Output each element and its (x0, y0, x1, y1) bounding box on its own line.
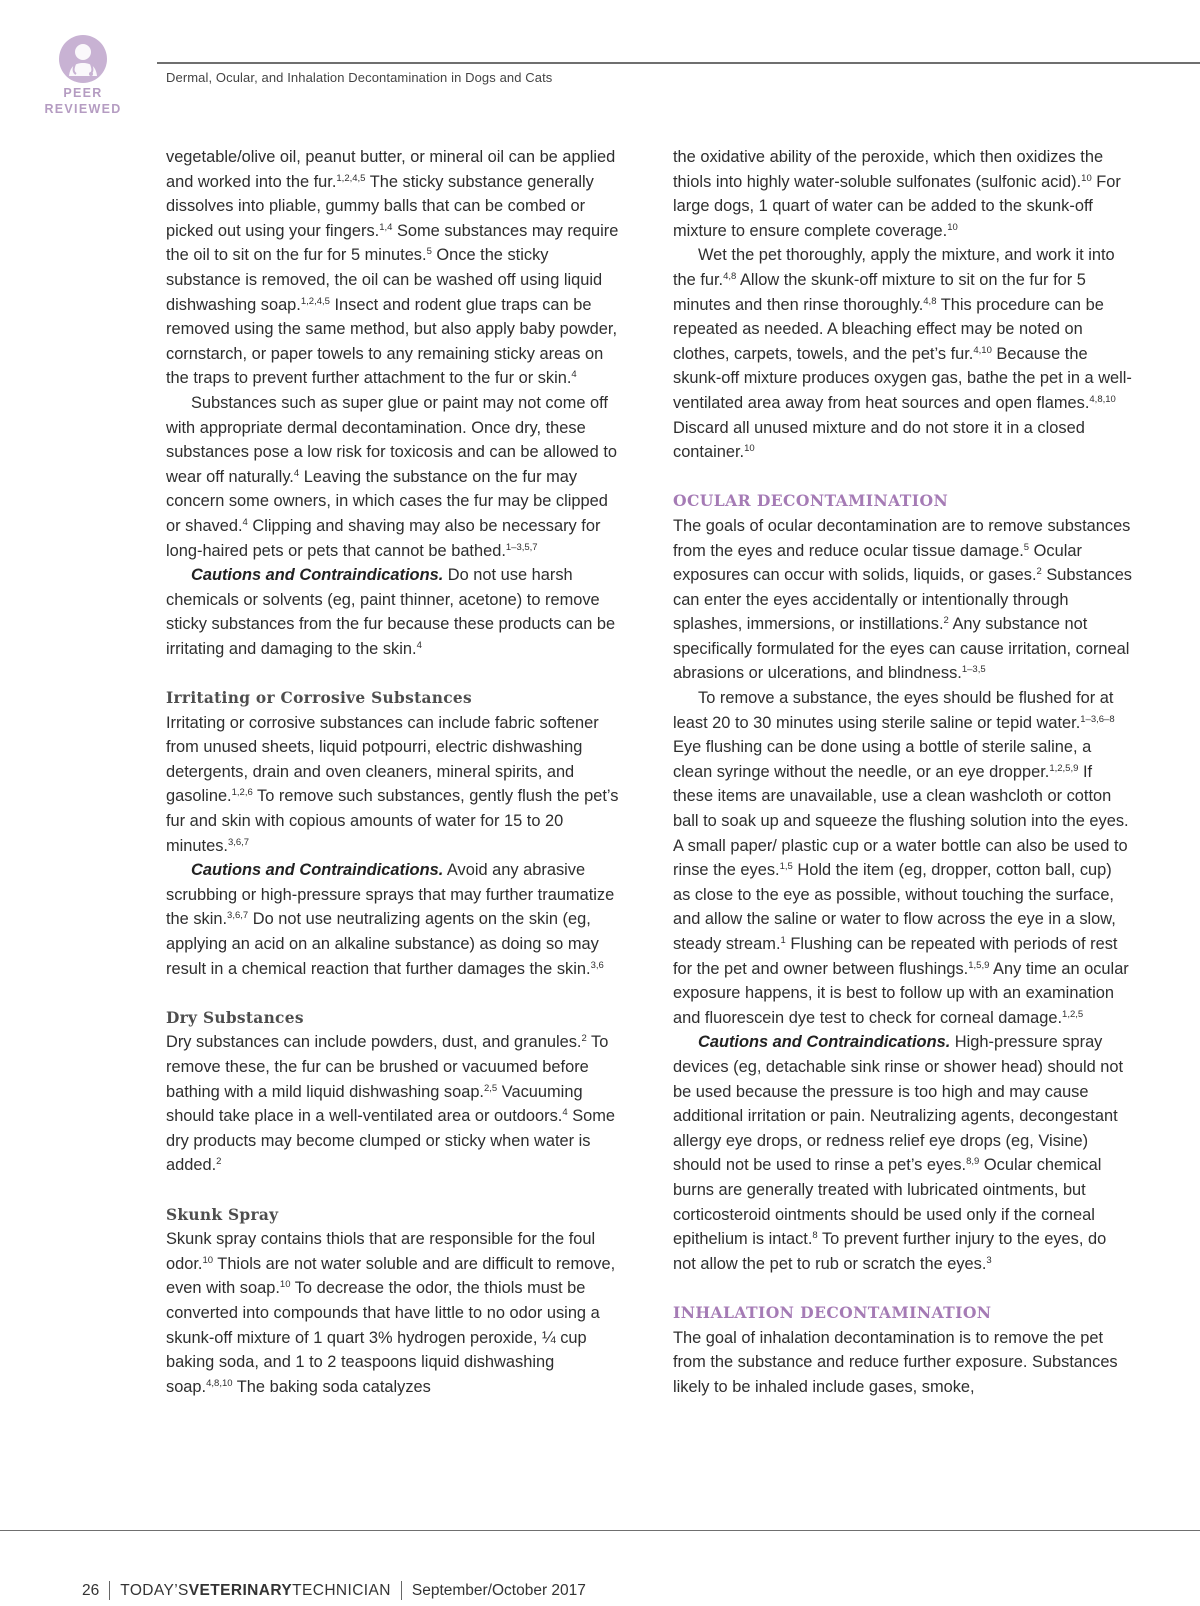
text-run: The sticky substance generally dissolves into pliable, gummy balls that can be combed or picked out using your fingers. (166, 172, 594, 240)
run-in-heading: Cautions and Contraindications. (191, 861, 444, 880)
text-run: For large dogs, 1 quart of water can be added to the skunk-off mixture to ensure complete coverage. (673, 172, 1121, 240)
text-run: Wet the pet thoroughly, apply the mixture, and work it into the fur. (673, 246, 1115, 289)
subsection-heading: Irritating or Corrosive Substances (166, 689, 472, 708)
text-run: This procedure can be repeated as needed. A bleaching effect may be noted on clothes, carpets, towels, and the pet’s fur. (673, 295, 1104, 363)
citation-superscript: 5 (426, 246, 432, 258)
text-run: Once the sticky substance is removed, the oil can be washed off using liquid dishwashing soap. (166, 246, 603, 314)
text-run: Do not use harsh chemicals or solvents (eg, paint thinner, acetone) to remove sticky substances from the fur because these products can be irritating and damaging to the skin. (166, 566, 616, 658)
text-run: Because the skunk-off mixture produces oxygen gas, bathe the pet in a well-ventilated area away from heat sources and open flames. (673, 344, 1132, 412)
citation-superscript: 5 (1023, 541, 1030, 553)
text-run: If these items are unavailable, use a clean washcloth or cotton ball to soak up and squeeze the flushing solution into the eyes. A small paper/ plastic cup or a water bottle can also be used to rinse the eyes. (673, 762, 1129, 880)
peer-reviewed-icon (58, 34, 108, 84)
text-run: Clipping and shaving may also be necessary for long-haired pets or pets that cannot be bathed. (166, 516, 601, 560)
text-run: the oxidative ability of the peroxide, which then oxidizes the thiols into highly water-soluble sulfonates (sulfonic acid). (673, 148, 1104, 191)
body-paragraph (166, 1227, 621, 1399)
text-run: To prevent further injury to the eyes, do not allow the pet to rub or scratch the eyes. (673, 1230, 1107, 1273)
footer-separator (401, 1581, 402, 1600)
text-run: Discard all unused mixture and do not store it in a closed container. (673, 418, 1085, 462)
citation-superscript: 2 (943, 615, 949, 627)
citation-superscript: 3 (986, 1254, 992, 1266)
text-run: Irritating or corrosive substances can include fabric softener from unused sheets, liquid potpourri, electric dishwashing detergents, drain and oven cleaners, mineral spirits, and gasoline. (166, 713, 599, 806)
text-run: The goal of inhalation decontamination is to remove the pet from the substance and reduce further exposure. Substances likely to be inhaled include gases, smoke, (673, 1328, 1118, 1396)
citation-superscript: 1–3,6–8 (1080, 713, 1115, 725)
left-column (166, 145, 621, 1399)
text-run: Substances can enter the eyes accidentally or intentionally through splashes, immersions, or instillations. (673, 566, 1133, 634)
text-run: Any time an ocular exposure happens, it is best to follow up with an examination and fluorescein dye test to check for corneal damage. (673, 959, 1129, 1027)
citation-superscript: 3,6,7 (227, 836, 250, 848)
citation-superscript: 1,2,4,5 (300, 295, 330, 307)
citation-superscript: 1,2,6 (231, 787, 253, 799)
body-paragraph (166, 711, 621, 859)
section-heading: INHALATION DECONTAMINATION (673, 1302, 992, 1322)
text-run: Vacuuming should take place in a well-ventilated area or outdoors. (166, 1082, 583, 1126)
brand-suffix: TECHNICIAN (292, 1581, 391, 1599)
body-paragraph (166, 145, 621, 391)
run-in-heading: Cautions and Contraindications. (191, 566, 444, 585)
text-run: To remove these, the fur can be brushed or vacuumed before bathing with a mild liquid dishwashing soap. (166, 1033, 609, 1101)
citation-superscript: 1,5 (779, 861, 793, 873)
running-head: Dermal, Ocular, and Inhalation Decontamination in Dogs and Cats (166, 70, 553, 85)
citation-superscript: 1,2,5,9 (1049, 762, 1079, 774)
body-paragraph (673, 686, 1133, 1030)
citation-superscript: 3,6 (590, 959, 604, 971)
body-paragraph (673, 1326, 1133, 1400)
run-in-heading: Cautions and Contraindications. (698, 1033, 951, 1052)
text-run: Substances such as super glue or paint may not come off with appropriate dermal decontamination. Once dry, these substances pose a low risk for toxicosis and can be allowed to wear off naturally. (166, 393, 617, 486)
magazine-brand (120, 1582, 391, 1600)
body-paragraph (166, 563, 621, 661)
brand-prefix: TODAY’S (120, 1581, 189, 1599)
text-run: Some substances may require the oil to sit on the fur for 5 minutes. (166, 221, 619, 265)
text-run: Do not use neutralizing agents on the skin (eg, applying an acid on an alkaline substance) as doing so may result in a chemical reaction that further damages the skin. (166, 910, 599, 978)
text-run: Skunk spray contains thiols that are responsible for the foul odor. (166, 1230, 596, 1273)
text-run: vegetable/olive oil, peanut butter, or mineral oil can be applied and worked into the fur. (166, 148, 616, 191)
citation-superscript: 4 (562, 1107, 568, 1119)
text-run: Ocular exposures can occur with solids, liquids, or gases. (673, 541, 1082, 585)
text-run: Some dry products may become clumped or sticky when water is added. (166, 1107, 616, 1175)
text-run: To remove such substances, gently flush the pet’s fur and skin with copious amounts of water for 15 to 20 minutes. (166, 787, 619, 855)
subsection-heading: Skunk Spray (166, 1205, 279, 1224)
right-column (673, 145, 1133, 1399)
badge-label-line1: PEER (63, 86, 103, 100)
citation-superscript: 10 (1081, 172, 1092, 184)
section-heading: OCULAR DECONTAMINATION (673, 491, 949, 511)
text-run: Avoid any abrasive scrubbing or high-pressure sprays that may further traumatize the skin. (166, 861, 615, 929)
text-run: Flushing can be repeated with periods of rest for the pet and owner between flushings. (673, 935, 1118, 978)
text-run: To decrease the odor, the thiols must be converted into compounds that have little to no odor using a skunk-off mixture of 1 quart 3% hydrogen peroxide, ¼ cup baking soda, and 1 to 2 teaspoons liquid dishwashing soap. (166, 1279, 600, 1396)
citation-superscript: 1 (780, 935, 786, 946)
citation-superscript: 2 (1036, 566, 1042, 578)
text-run: The goals of ocular decontamination are to remove substances from the eyes and reduce ocular tissue damage. (673, 516, 1131, 560)
page-footer (82, 1581, 586, 1600)
body-paragraph (166, 391, 621, 563)
citation-superscript: 4 (242, 516, 248, 528)
body-paragraph (166, 1030, 621, 1178)
body-paragraph (673, 145, 1133, 243)
citation-superscript: 2 (216, 1156, 222, 1168)
citation-superscript: 3,6,7 (227, 910, 249, 922)
citation-superscript: 2 (581, 1033, 587, 1045)
text-run: Leaving the substance on the fur may concern some owners, in which cases the fur may be clipped or shaved. (166, 467, 608, 535)
citation-superscript: 4,10 (973, 344, 992, 356)
peer-reviewed-badge (38, 34, 128, 116)
body-paragraph (673, 514, 1133, 686)
citation-superscript: 4,8,10 (1089, 393, 1116, 405)
brand-bold: VETERINARY (188, 1581, 293, 1599)
page-number: 26 (82, 1581, 100, 1599)
text-run: Allow the skunk-off mixture to sit on the fur for 5 minutes and then rinse thoroughly. (673, 270, 1086, 314)
citation-superscript: 1,5,9 (968, 959, 990, 971)
text-run: High-pressure spray devices (eg, detachable sink rinse or shower head) should not be used because the pressure is too high and may cause additional irritation or pain. Neutralizing agents, decongestant allergy eye drops, or redness relief eye drops (eg, Visine) should not be used to rinse a pet’s eyes. (673, 1033, 1124, 1175)
text-run: The baking soda catalyzes (232, 1377, 431, 1396)
citation-superscript: 10 (744, 443, 755, 455)
citation-superscript: 2,5 (484, 1082, 498, 1094)
text-run: Ocular chemical burns are generally treated with lubricated ointments, but corticosteroid ointments should be used only if the corneal epithelium is intact. (673, 1156, 1102, 1249)
citation-superscript: 4 (571, 369, 577, 381)
text-run: To remove a substance, the eyes should be flushed for at least 20 to 30 minutes using sterile saline or tepid water. (673, 689, 1114, 732)
text-run: Any substance not specifically formulated for the eyes can cause irritation, corneal abrasions or ulcerations, and blindness. (673, 615, 1130, 683)
citation-superscript: 8,9 (966, 1156, 980, 1168)
citation-superscript: 1–3,5 (961, 664, 986, 676)
citation-superscript: 4,8,10 (206, 1377, 233, 1389)
text-run: Dry substances can include powders, dust, and granules. (166, 1033, 582, 1052)
citation-superscript: 10 (279, 1279, 291, 1291)
text-run: Insect and rodent glue traps can be removed using the same method, but also apply baby powder, cornstarch, or paper towels to any remaining sticky areas on the traps to prevent further attachment to the fur or skin. (166, 295, 618, 388)
citation-superscript: 4,8 (923, 295, 937, 307)
citation-superscript: 1,2,4,5 (336, 172, 366, 184)
citation-superscript: 4,8 (723, 270, 737, 282)
citation-superscript: 1–3,5,7 (505, 541, 538, 553)
body-paragraph (673, 1030, 1133, 1276)
citation-superscript: 8 (812, 1230, 818, 1242)
citation-superscript: 4 (416, 639, 422, 651)
text-run: Hold the item (eg, dropper, cotton ball, cup) as close to the eye as possible, without touching the surface, and allow the saline or water to flow across the eye in a slow, steady stream. (673, 861, 1116, 953)
body-paragraph (166, 858, 621, 981)
text-run: Eye flushing can be done using a bottle of sterile saline, a clean syringe without the needle, or an eye dropper. (673, 738, 1092, 781)
citation-superscript: 1,2,5 (1062, 1008, 1084, 1020)
citation-superscript: 10 (947, 221, 958, 233)
header-rule (157, 62, 1200, 64)
subsection-heading: Dry Substances (166, 1008, 304, 1027)
body-paragraph (673, 243, 1133, 464)
badge-label-line2: REVIEWED (44, 102, 122, 116)
text-run: Thiols are not water soluble and are difficult to remove, even with soap. (166, 1254, 616, 1298)
footer-separator (109, 1581, 110, 1600)
issue-date: September/October 2017 (411, 1581, 586, 1599)
citation-superscript: 4 (293, 467, 300, 479)
footer-rule (0, 1530, 1200, 1531)
citation-superscript: 10 (202, 1254, 214, 1266)
citation-superscript: 1,4 (379, 221, 393, 233)
